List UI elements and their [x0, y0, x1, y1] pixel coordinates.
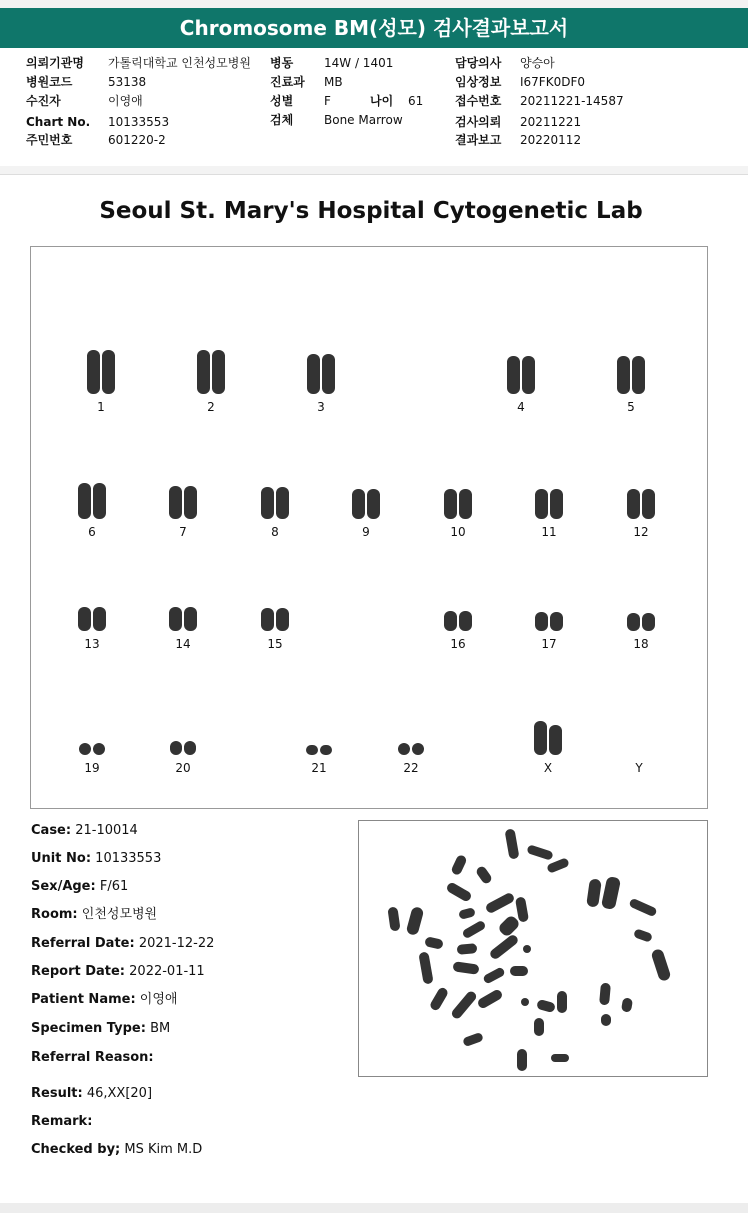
chromosome-pair-image: [66, 350, 136, 394]
case-row: Case: 21-10014: [31, 823, 138, 838]
chromosome-pair-image: [57, 711, 127, 755]
chromosome-pair-image: [514, 587, 584, 631]
chromosome-10: 10: [423, 475, 493, 539]
chromosome-17: 17: [514, 587, 584, 651]
value-chart-no: 10133553: [108, 115, 170, 129]
value-request-date: 20211221: [520, 115, 582, 129]
value-report-date: 20220112: [520, 133, 582, 147]
field-age: 나이: [370, 94, 394, 108]
chromosome-11: 11: [514, 475, 584, 539]
chromosome-16: 16: [423, 587, 493, 651]
chromosome-pair-image: [423, 587, 493, 631]
chromosome-pair-image: [240, 475, 310, 519]
chromosome-4: 4: [486, 350, 556, 414]
value-specimen: Bone Marrow: [324, 113, 403, 127]
value-accession: 20211221-14587: [520, 94, 624, 108]
referral-date-row: Referral Date: 2021-12-22: [31, 936, 215, 951]
field-hospital-code: 병원코드: [26, 75, 73, 89]
chromosome-pair-image: [596, 350, 666, 394]
field-hospital: 의뢰기관명: [26, 56, 84, 70]
chromosome-5: 5: [596, 350, 666, 414]
report-header: [0, 48, 748, 167]
chromosome-3: 3: [286, 350, 356, 414]
field-doctor: 담당의사: [455, 56, 502, 70]
chromosome-pair-image: [423, 475, 493, 519]
chromosome-2: 2: [176, 350, 246, 414]
chromosome-pair-image: [148, 587, 218, 631]
section-gap: [0, 166, 748, 175]
value-rrn: 601220-2: [108, 133, 166, 147]
value-sex: F: [324, 94, 331, 108]
patient-name-row: Patient Name: 이영애: [31, 992, 178, 1007]
report-title: Chromosome BM(성모) 검사결과보고서: [179, 16, 569, 40]
chromosome-pair-image: [606, 587, 676, 631]
field-sex: 성별: [270, 94, 294, 108]
field-rrn: 주민번호: [26, 133, 73, 147]
chromosome-pair-image: [148, 711, 218, 755]
result-row: Result: 46,XX[20]: [31, 1086, 153, 1101]
lab-title: Seoul St. Mary's Hospital Cytogenetic Lab: [99, 198, 643, 224]
chromosome-9: 9: [331, 475, 401, 539]
chromosome-8: 8: [240, 475, 310, 539]
value-hospital-code: 53138: [108, 75, 147, 89]
chromosome-pair-image: [148, 475, 218, 519]
field-ward: 병동: [270, 56, 294, 70]
chromosome-13: 13: [57, 587, 127, 651]
field-report-date: 결과보고: [455, 133, 502, 147]
chromosome-21: 21: [284, 711, 354, 775]
report-date-row: Report Date: 2022-01-11: [31, 964, 205, 979]
chromosome-pair-image: [514, 475, 584, 519]
chromosome-pair-image: [331, 475, 401, 519]
chromosome-pair-image: [604, 711, 674, 755]
field-chart-no: Chart No.: [26, 115, 91, 129]
chromosome-pair-image: [513, 711, 583, 755]
top-strip: [0, 0, 748, 8]
checked-row: Checked by; MS Kim M.D: [31, 1142, 203, 1157]
chromosome-x: X: [513, 711, 583, 775]
specimen-row: Specimen Type: BM: [31, 1021, 171, 1036]
chromosome-pair-image: [284, 711, 354, 755]
chromosome-14: 14: [148, 587, 218, 651]
referral-reason-row: Referral Reason:: [31, 1050, 154, 1065]
chromosome-y: Y: [604, 711, 674, 775]
value-ward: 14W / 1401: [324, 56, 394, 70]
chromosome-pair-image: [606, 475, 676, 519]
chromosome-pair-image: [240, 587, 310, 631]
sexage-row: Sex/Age: F/61: [31, 879, 129, 894]
field-dept: 진료과: [270, 75, 305, 89]
bottom-strip: [0, 1203, 748, 1213]
karyotype-image: [30, 246, 708, 809]
chromosome-pair-image: [176, 350, 246, 394]
room-row: Room: 인천성모병원: [31, 907, 158, 922]
chromosome-22: 22: [376, 711, 446, 775]
report-title-bar: [0, 8, 748, 48]
value-hospital: 가톨릭대학교 인천성모병원: [108, 56, 251, 70]
chromosome-19: 19: [57, 711, 127, 775]
chromosome-pair-image: [286, 350, 356, 394]
chromosome-15: 15: [240, 587, 310, 651]
chromosome-18: 18: [606, 587, 676, 651]
chromosome-20: 20: [148, 711, 218, 775]
field-patient: 수진자: [26, 94, 61, 108]
value-clinical: I67FK0DF0: [520, 75, 585, 89]
field-request-date: 검사의뢰: [455, 115, 502, 129]
remark-row: Remark:: [31, 1114, 93, 1129]
unit-row: Unit No: 10133553: [31, 851, 162, 866]
value-age: 61: [408, 94, 424, 108]
value-dept: MB: [324, 75, 343, 89]
chromosome-pair-image: [486, 350, 556, 394]
chromosome-7: 7: [148, 475, 218, 539]
chromosome-pair-image: [57, 475, 127, 519]
chromosome-pair-image: [57, 587, 127, 631]
field-specimen: 검체: [270, 113, 294, 127]
chromosome-1: 1: [66, 350, 136, 414]
value-patient: 이영애: [108, 94, 143, 108]
metaphase-spread-image: [358, 820, 708, 1077]
chromosome-pair-image: [376, 711, 446, 755]
chromosome-6: 6: [57, 475, 127, 539]
chromosome-12: 12: [606, 475, 676, 539]
value-doctor: 양승아: [520, 56, 555, 70]
field-accession: 접수번호: [455, 94, 502, 108]
field-clinical: 임상정보: [455, 75, 502, 89]
